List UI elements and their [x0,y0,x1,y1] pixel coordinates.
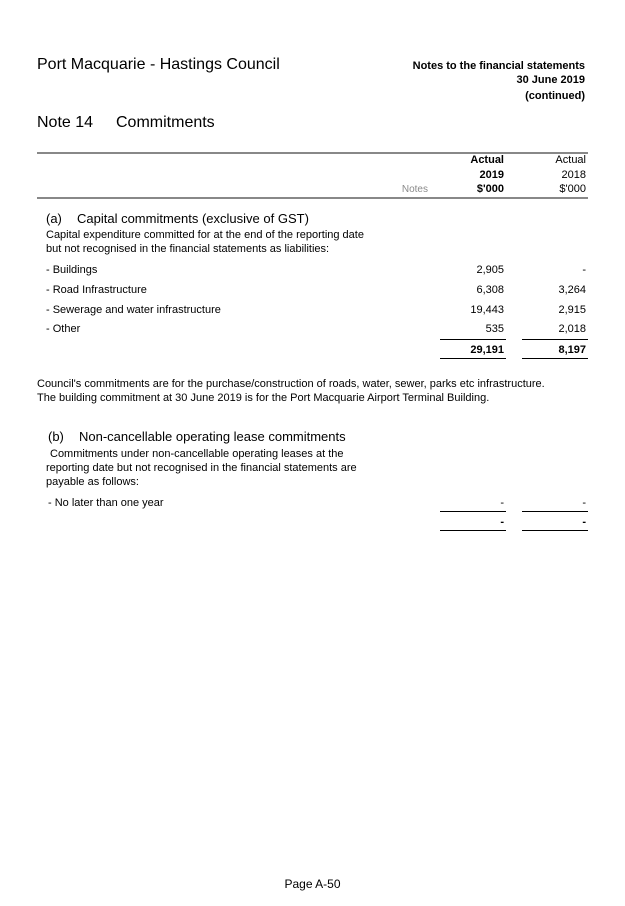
row-2018-value: 2,018 [558,323,586,335]
section-b-total-2018: - [582,516,586,528]
b-total-underline-2019 [440,530,506,531]
section-a-intro-line2: but not recognised in the financial statements as liabilities: [46,243,330,255]
section-b-title: Non-cancellable operating lease commitments [79,429,346,444]
section-a-letter: (a) [46,211,62,226]
row-2019-value: 2,905 [476,264,504,276]
row-2019-value: 6,308 [476,284,504,296]
note-number: Note 14 [37,114,94,131]
section-a-intro-line1: Capital expenditure committed for at the end of the reporting date [46,229,364,241]
section-b-intro-line1: Commitments under non-cancellable operating leases at the [50,448,344,460]
row-2018-value: - [582,497,586,509]
section-a-total-2019: 29,191 [470,344,504,356]
row-label: - Road Infrastructure [46,284,147,296]
total-rule-2019 [440,339,506,340]
header-bottom-rule [37,197,588,199]
total-underline-2018 [522,358,588,359]
row-2018-value: - [582,264,586,276]
section-b-letter: (b) [48,429,64,444]
commentary-line2: The building commitment at 30 June 2019 is for the Port Macquarie Airport Terminal Building. [37,392,490,404]
page-number: Page A-50 [284,877,341,891]
header-top-rule [37,152,588,154]
row-label: - Sewerage and water infrastructure [46,304,221,316]
council-name: Port Macquarie - Hastings Council [37,56,280,73]
row-label: - No later than one year [48,497,164,509]
total-rule-2018 [522,339,588,340]
col-2018-unit: $'000 [559,183,586,195]
b-total-rule-2018 [522,511,588,512]
statement-heading: Notes to the financial statements [412,60,585,72]
b-total-rule-2019 [440,511,506,512]
total-underline-2019 [440,358,506,359]
row-2019-value: 19,443 [470,304,504,316]
row-label: - Other [46,323,81,335]
row-2018-value: 3,264 [558,284,586,296]
statement-date: 30 June 2019 [516,74,585,86]
section-b-intro-line3: payable as follows: [46,476,139,488]
col-2019-year: 2019 [479,169,504,181]
col-2019-unit: $'000 [476,183,504,195]
row-2019-value: - [500,497,504,509]
section-b-intro-line2: reporting date but not recognised in the financial statements are [46,462,357,474]
continued-label: (continued) [525,90,585,102]
row-2019-value: 535 [485,323,504,335]
note-title: Commitments [116,114,215,131]
col-2018-label1: Actual [555,154,586,166]
col-2018-year: 2018 [561,169,586,181]
section-b-total-2019: - [500,516,504,528]
row-2018-value: 2,915 [558,304,586,316]
section-a-title: Capital commitments (exclusive of GST) [77,211,309,226]
section-a-total-2018: 8,197 [558,344,586,356]
b-total-underline-2018 [522,530,588,531]
notes-column-header: Notes [401,184,428,195]
col-2019-label1: Actual [470,154,504,166]
commentary-line1: Council's commitments are for the purchase/construction of roads, water, sewer, parks etc infrastructure. [37,378,545,390]
row-label: - Buildings [46,264,98,276]
